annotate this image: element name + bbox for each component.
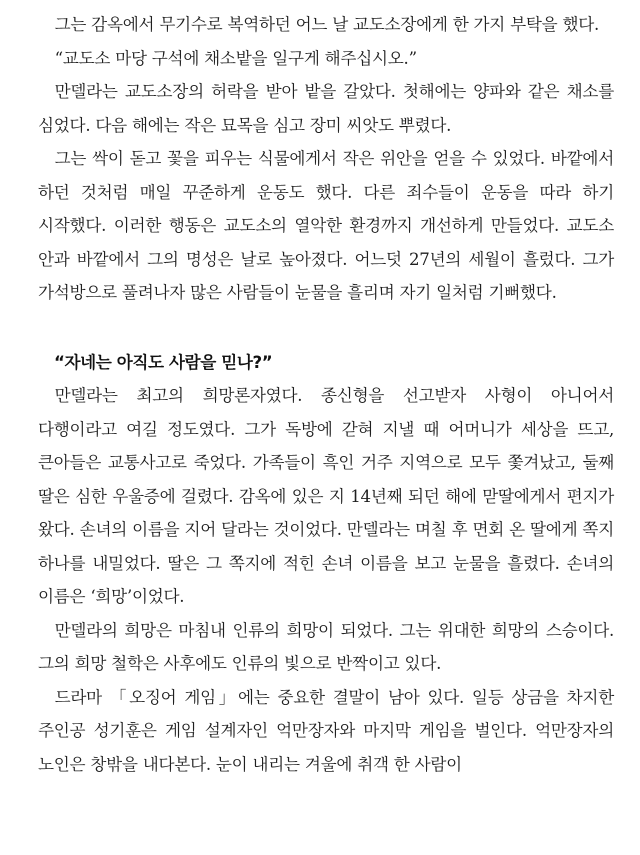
- paragraph: 만델라는 교도소장의 허락을 받아 밭을 갈았다. 첫해에는 양파와 같은 채소를 심었다. 다음 해에는 작은 묘목을 심고 장미 씨앗도 뿌렸다.: [38, 82, 614, 135]
- paragraph: 드라마 「오징어 게임」에는 중요한 결말이 남아 있다. 일등 상금을 차지한 주인공 성기훈은 게임 설계자인 억만장자와 마지막 게임을 벌인다. 억만장자의 노인은 창밖을 내다본다. 눈이 내리는 겨울에 취객 한 사람이: [38, 687, 614, 774]
- paragraph: 그는 감옥에서 무기수로 복역하던 어느 날 교도소장에게 한 가지 부탁을 했다.: [54, 15, 600, 34]
- section-spacer: [38, 310, 614, 346]
- paragraph: 만델라는 최고의 희망론자였다. 종신형을 선고받자 사형이 아니어서 다행이라고 여길 정도였다. 그가 독방에 갇혀 지낼 때 어머니가 세상을 뜨고, 큰아들은 교통사고로 죽었다. 가족들이 흑인 거주 지역으로 모두 쫓겨났고, 둘째 딸은 심한 우울증에 걸렸다. 감옥에 있은 지 14년째 되던 해에 맏딸에게서 편지가 왔다. 손녀의 이름을 지어 달라는 것이었다. 만델라는 며칠 후 면회 온 딸에게 쪽지 하나를 내밀었다. 딸은 그 쪽지에 적힌 손녀 이름을 보고 눈물을 흘렸다. 손녀의 이름은 ‘희망’이었다.: [38, 386, 614, 606]
- section-heading: “자네는 아직도 사람을 믿나?”: [54, 352, 273, 372]
- quote-paragraph: “교도소 마당 구석에 채소밭을 일구게 해주십시오.”: [54, 48, 417, 68]
- paragraph: 만델라의 희망은 마침내 인류의 희망이 되었다. 그는 위대한 희망의 스승이다. 그의 희망 철학은 사후에도 인류의 빛으로 반짝이고 있다.: [38, 620, 614, 673]
- paragraph: 그는 싹이 돋고 꽃을 피우는 식물에게서 작은 위안을 얻을 수 있었다. 바깥에서 하던 것처럼 매일 꾸준하게 운동도 했다. 다른 죄수들이 운동을 따라 하기 시작했다. 이러한 행동은 교도소의 열악한 환경까지 개선하게 만들었다. 교도소 안과 바깥에서 그의 명성은 날로 높아졌다. 어느덧 27년의 세월이 흘렀다. 그가 가석방으로 풀려나자 많은 사람들이 눈물을 흘리며 자기 일처럼 기뻐했다.: [38, 149, 614, 302]
